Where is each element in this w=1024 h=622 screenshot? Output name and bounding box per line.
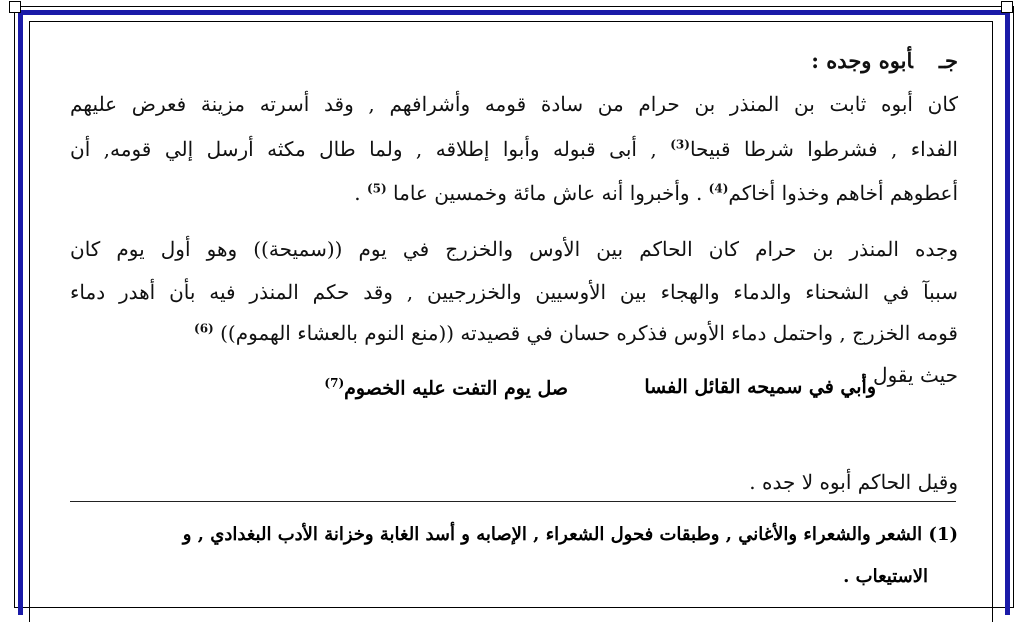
verse-second-hemistich [324, 376, 568, 399]
paragraph2-line4: حيث يقول : [859, 363, 958, 387]
verse-first-hemistich: وأبي في سميحه القائل الفسا [644, 376, 876, 398]
section-letter: جـ [938, 48, 958, 73]
paragraph2-line3-text: قومه الخزرج , واحتمل دماء الأوس فذكره حسان في قصيدته ((منع النوم بالعشاء الهموم)) [220, 321, 958, 345]
paragraph2-line3 [70, 321, 958, 345]
footnote-ref-6: (6) [194, 321, 214, 336]
paragraph1-line3-part1: أعطوهم أخاهم وخذوا أخاكم [728, 181, 958, 205]
paragraph2-line2: سببآ في الشحناء والدماء والهجاء بين الأوسيين والخزرجيين , وقد حكم المنذر فيه بأن أهدر دماء [70, 280, 958, 304]
paragraph1-line1: كان أبوه ثابت بن المنذر بن حرام من سادة قومه وأشرافهم , وقد أسرته مزينة فعرض عليهم [70, 92, 958, 116]
footnote-line1: الشعر والشعراء والأغاني , وطبقات فحول الشعراء , الإصابه و أسد الغابة وخزانة الأدب البغدادي , و [182, 524, 929, 545]
footnote-1 [68, 524, 958, 545]
closing-line: وقيل الحاكم أبوه لا جده . [749, 470, 958, 494]
paragraph1-line2-part2: , أبى قبوله وأبوا إطلاقه , ولما طال مكثه أرسل إلي قومه, أن [70, 137, 671, 161]
frame-corner-right [1001, 1, 1013, 13]
footnote-ref-4: (4) [708, 181, 729, 196]
footnote-divider [70, 501, 956, 502]
section-title: أبوه وجده : [811, 48, 913, 73]
footnote-ref-7: (7) [324, 376, 345, 390]
verse-second-hemistich-text: صل يوم التفت عليه الخصوم [344, 377, 568, 400]
footnote-ref-3: (3) [670, 137, 690, 152]
frame-corner-left [9, 1, 21, 13]
paragraph1-line3 [70, 181, 958, 205]
paragraph1-line3-part3: . [354, 181, 367, 205]
footnote-ref-5: (5) [366, 181, 387, 196]
paragraph1-line2 [70, 137, 958, 161]
paragraph1-line2-part1: الفداء , فشرطوا شرطا قبيحا [689, 137, 958, 161]
footnote-number: (1) [928, 524, 958, 545]
paragraph2-line1: وجده المنذر بن حرام كان الحاكم بين الأوس والخزرج في يوم ((سميحة)) وهو أول يوم كان [70, 237, 958, 261]
section-heading [811, 48, 958, 73]
paragraph1-line3-part2: . وأخبروا أنه عاش مائة وخمسين عاما [386, 181, 709, 205]
footnote-line2: الاستيعاب . [843, 566, 928, 587]
